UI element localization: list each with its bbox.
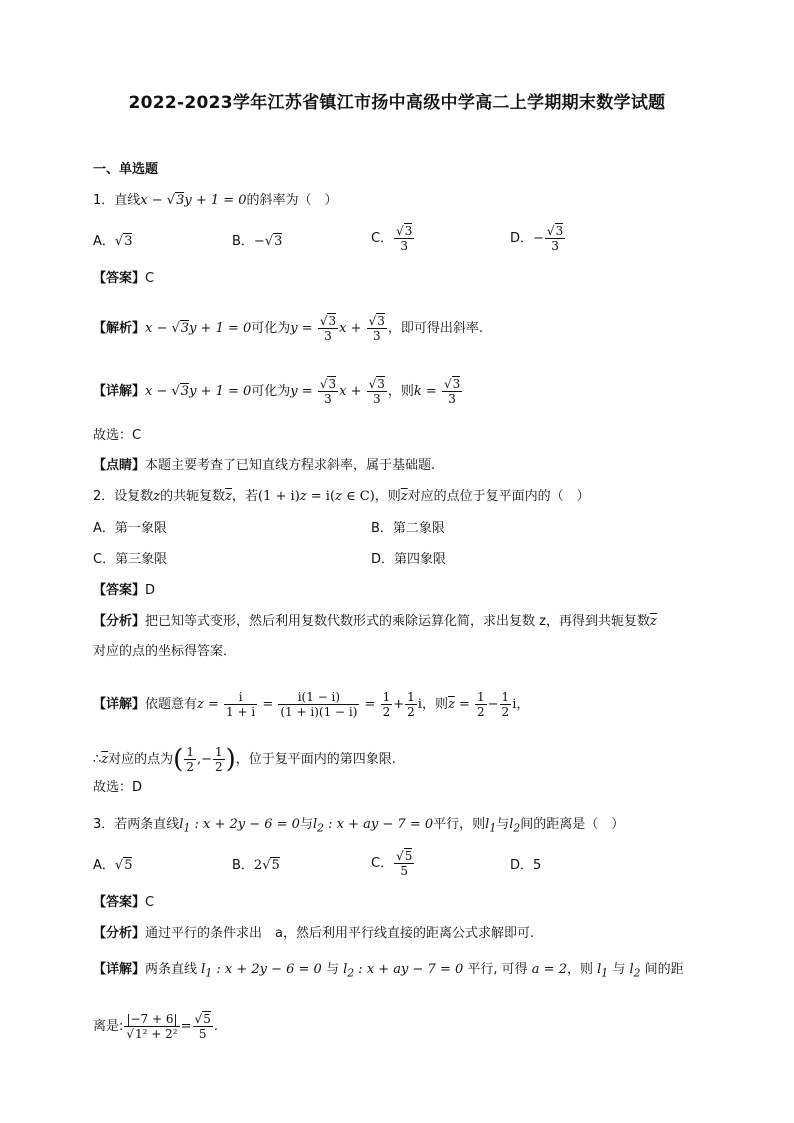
q3-option-b-label: B． [232, 858, 254, 873]
q3-detail-6: 间的距 [644, 962, 684, 977]
q3-detail-5: 与 [612, 962, 626, 977]
q3-detail: 【详解】两条直线 $l_1$ : x + 2y − 6 = 0 与 $l_2$ : x + ay − 7 = 0 平行, 可得 a = 2，则 $l_1$ 与 $l_2$ 间的距 [93, 962, 684, 980]
q2-option-b: B．第二象限 [371, 521, 445, 536]
q1-option-d: D．− $\frac{√3}{3}$ [510, 224, 564, 253]
q3-stem-mid: 平行，则 [433, 817, 486, 832]
q3-option-c-label: C． [371, 856, 394, 871]
q1-comment [93, 457, 435, 475]
q2-detail2-mid: 对应的点为 [108, 752, 174, 767]
q1-stem-pre: 1．直线 [93, 193, 141, 208]
q2-detail2-post: ，位于复平面内的第四象限. [235, 752, 396, 767]
q2-choice: 故选：D [93, 780, 143, 795]
q3-option-c: C． $\frac{√5}{5}$ [371, 849, 413, 878]
q3-detail2: 离是: $\frac{|-7 + 6|}{\text{√1² + 2²}}$ = $\frac{√5}{5}$ . [93, 1012, 218, 1041]
q1-detail-post: ，则 [387, 384, 414, 399]
q2-answer-tag: 【答案】 [93, 583, 146, 598]
q1-analysis-tag: 【解析】 [93, 321, 146, 336]
q3-stem-and2: 与 [496, 817, 510, 832]
section-heading: 一、单选题 [93, 162, 159, 177]
q3-stem-post: 间的距离是（ ） [520, 817, 625, 832]
q1-option-d-label: D． [510, 231, 534, 246]
q1-option-a-label: A． [93, 234, 115, 249]
q3-stem: 3．若两条直线$l_1$ : x + 2y − 6 = 0与$l_2$ : x + ay − 7 = 0平行，则$l_1$与$l_2$间的距离是（ ） [93, 817, 625, 835]
q1-equation: x − √3y + 1 = 0 [140, 193, 247, 208]
q2-answer [93, 582, 155, 600]
q1-detail: 【详解】x − √3y + 1 = 0可化为y = $\frac{√3}{3}$ x + $\frac{√3}{3}$ ，则k = $\frac{√3}{3}$ [93, 377, 461, 406]
q2-detail-tag: 【详解】 [93, 697, 146, 712]
q3-stem-pre: 3．若两条直线 [93, 817, 180, 832]
q3-detail-1: 两条直线 [145, 962, 198, 977]
q1-answer-tag: 【答案】 [93, 271, 146, 286]
q3-option-b: B．2√5 [232, 858, 280, 873]
q1-choice: 故选：C [93, 428, 142, 443]
q3-detail-tag: 【详解】 [93, 962, 146, 977]
q1-answer [93, 270, 154, 288]
q2-analysis-line1: 【分析】把已知等式变形，然后利用复数代数形式的乘除运算化简，求出复数 z，再得到共轭复数$\overline{z}$ [93, 614, 657, 629]
q2-answer-value: D [145, 583, 156, 598]
q2-analysis-line2: 对应的点的坐标得答案． [93, 644, 237, 659]
q2-stem-2: 的共轭复数 [160, 489, 226, 504]
q1-option-b-label: B． [232, 234, 254, 249]
q3-detail2-post: . [213, 1019, 218, 1034]
q3-detail2-pre: 离是: [93, 1019, 124, 1034]
q1-option-b: B．−√3 [232, 234, 283, 249]
q3-option-a: A．√5 [93, 858, 133, 873]
q2-stem-3: ，若 [232, 489, 259, 504]
q2-option-c: C．第三象限 [93, 552, 168, 567]
q2-stem-1: 2．设复数 [93, 489, 154, 504]
q1-detail-mid: 可化为 [251, 384, 291, 399]
page-title: 2022-2023学年江苏省镇江市扬中高级中学高二上学期期末数学试题 [128, 93, 666, 113]
q2-detail: 【详解】依题意有z = $\frac{i}{1 + i}$ = $\frac{i(1 - i)}{(1 + i)(1 - i)}$ = $\frac{1}{2}$ + $\frac{1}{2}$ i，则$\overline{z}$ = $\frac{1}{2}$ − $\frac{1}{2}$ i， [93, 690, 530, 719]
q3-detail-4: ，则 [566, 962, 593, 977]
q3-analysis-tag: 【分析】 [93, 926, 146, 941]
q1-analysis-mid: 可化为 [251, 321, 291, 336]
q1-analysis: 【解析】x − √3y + 1 = 0可化为y = $\frac{√3}{3}$ x + $\frac{√3}{3}$ ，即可得出斜率. [93, 314, 484, 343]
q3-detail-2: 与 [325, 962, 339, 977]
q3-analysis [93, 925, 534, 943]
q2-stem: 2．设复数z的共轭复数$\overline{z}$，若(1 + i)z = i(z ∈ C)，则$\overline{z}$对应的点位于复平面内的（ ） [93, 489, 590, 504]
q2-stem-5: 对应的点位于复平面内的（ ） [407, 489, 590, 504]
q2-detail-post: ， [516, 697, 530, 712]
q1-comment-tag: 【点睛】 [93, 458, 146, 473]
q3-answer-tag: 【答案】 [93, 895, 146, 910]
q2-option-a: A．第一象限 [93, 521, 167, 536]
q1-analysis-post: ，即可得出斜率. [387, 321, 484, 336]
q1-stem [93, 192, 338, 210]
q3-analysis-text: 通过平行的条件求出 a，然后利用平行线直接的距离公式求解即可. [145, 926, 535, 941]
q2-detail-mid: ，则 [421, 697, 448, 712]
q3-detail-3: 平行, 可得 [467, 962, 528, 977]
q3-answer [93, 894, 154, 912]
q3-option-a-label: A． [93, 858, 115, 873]
q2-analysis-text1: 把已知等式变形，然后利用复数代数形式的乘除运算化简，求出复数 z，再得到共轭复数 [145, 614, 650, 629]
q2-detail2-pre: ∴ [93, 752, 102, 767]
q2-detail2: $\therefore\overline{z}$对应的点为( $\frac{1}{2}$ ,− $\frac{1}{2}$ )，位于复平面内的第四象限. [93, 744, 396, 775]
q1-answer-value: C [145, 271, 155, 286]
q3-answer-value: C [145, 895, 155, 910]
q1-option-a: A．√3 [93, 234, 133, 249]
q2-stem-4: ，则 [374, 489, 401, 504]
q1-option-c-label: C． [371, 231, 394, 246]
q1-detail-tag: 【详解】 [93, 384, 146, 399]
q3-option-d: D．5 [510, 858, 542, 873]
q1-stem-post: 的斜率为（ ） [246, 193, 338, 208]
q3-stem-and: 与 [299, 817, 313, 832]
q1-comment-text: 本题主要考查了已知直线方程求斜率，属于基础题. [145, 458, 436, 473]
q2-option-d: D．第四象限 [371, 552, 447, 567]
q2-analysis-tag: 【分析】 [93, 614, 146, 629]
q1-option-c: C． $\frac{√3}{3}$ [371, 224, 413, 253]
q2-detail-pre: 依题意有 [145, 697, 198, 712]
